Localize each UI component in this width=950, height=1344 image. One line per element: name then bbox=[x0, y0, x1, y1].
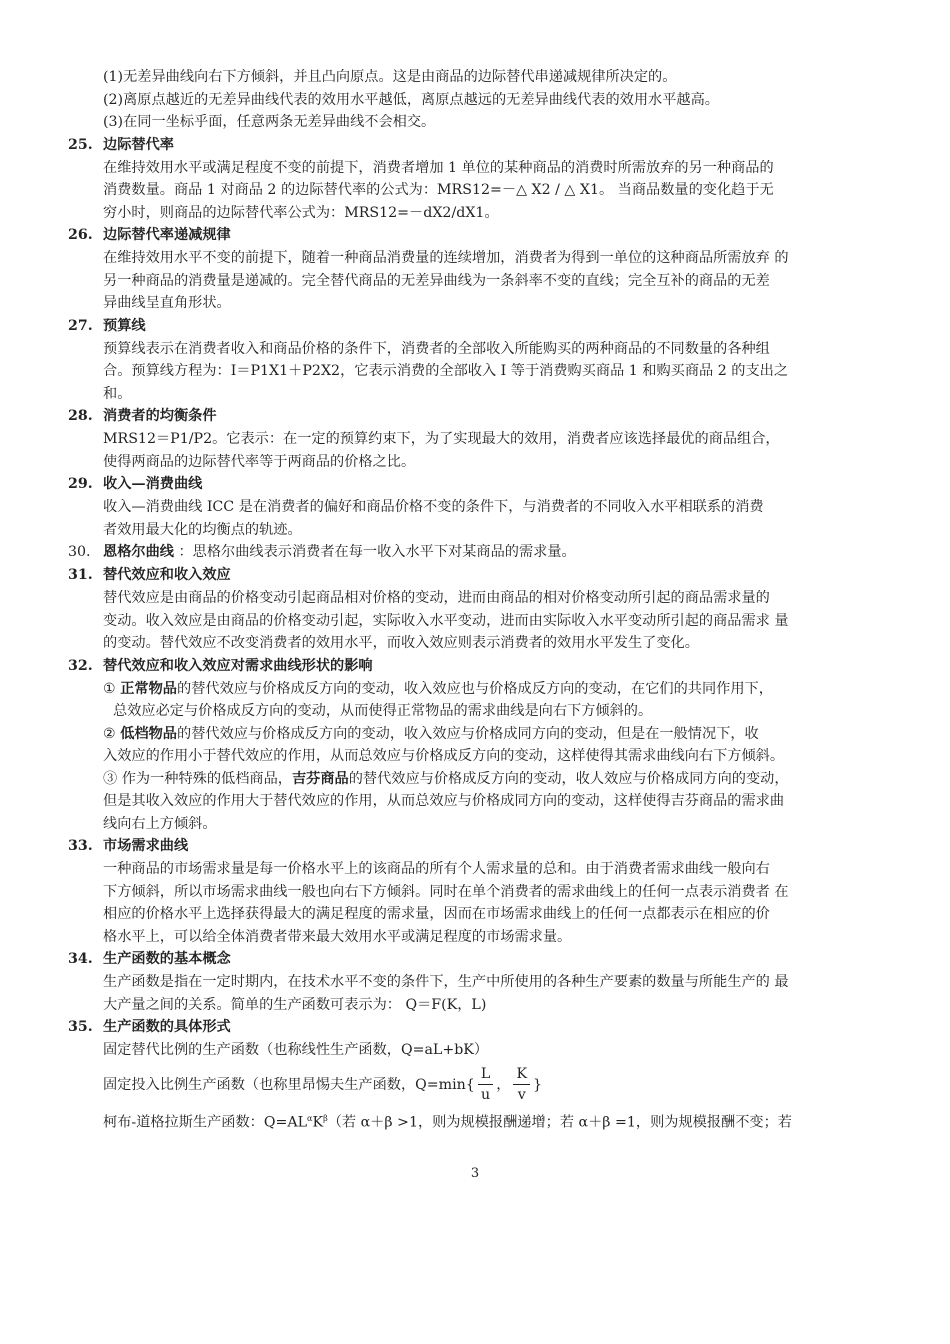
fraction-l-over-u bbox=[478, 1064, 493, 1105]
section-28-line: MRS12＝P1/P2。它表示：在一定的预算约束下，为了实现最大的效用，消费者应该选择最优的商品组合， bbox=[103, 431, 780, 447]
circled-two-marker: ② bbox=[103, 725, 121, 742]
normal-goods-text: 的替代效应与价格成反方向的变动，收入效应也与价格成反方向的变动，在它们的共同作用下， bbox=[177, 680, 773, 697]
section-title: 替代效应和收入效应对需求曲线形状的影响 bbox=[103, 657, 373, 674]
giffen-goods-line-3: 线向右上方倾斜。 bbox=[103, 815, 217, 832]
section-number: 28. bbox=[68, 408, 93, 424]
linear-production-function: 固定替代比例的生产函数（也称线性生产函数，Q=aL+bK） bbox=[103, 1042, 489, 1058]
section-25-line: 穷小时，则商品的边际替代率公式为：MRS12=－dX2/dX1。 bbox=[103, 204, 499, 221]
section-number: 25. bbox=[68, 136, 93, 153]
section-33-heading bbox=[68, 835, 908, 858]
section-title: 生产函数的具体形式 bbox=[103, 1019, 231, 1035]
section-number: 29. bbox=[68, 476, 93, 492]
section-title: 边际替代率递减规律 bbox=[103, 227, 231, 243]
cobb-douglas-suffix: （若 α＋β >1，则为规模报酬递增；若 α＋β =1，则为规模报酬不变；若 bbox=[327, 1114, 792, 1131]
leontief-production-function bbox=[68, 1062, 908, 1108]
section-26-line: 另一种商品的消费量是递减的。完全替代商品的无差异曲线为一条斜率不变的直线；完全互补的商品的无差 bbox=[103, 272, 770, 289]
section-25-heading bbox=[68, 134, 908, 157]
section-number: 30. bbox=[68, 544, 91, 560]
section-25-line: 在维持效用水平或满足程度不变的前提下，消费者增加 1 单位的某种商品的消费时所需放弃的另一种商品的 bbox=[103, 159, 774, 176]
intro-line-2: (2)离原点越近的无差异曲线代表的效用水平越低，离原点越远的无差异曲线代表的效用水平越高。 bbox=[103, 91, 719, 108]
fraction-denominator: u bbox=[480, 1087, 491, 1103]
capital-symbol: K bbox=[312, 1114, 324, 1131]
section-28-heading bbox=[68, 405, 908, 428]
inferior-goods-line-2: 入效应的作用小于替代效应的作用，从而总效应与价格成反方向的变动，这样使得其需求曲线向右下方倾斜。 bbox=[103, 748, 785, 764]
section-title: 预算线 bbox=[103, 317, 146, 334]
section-31-heading bbox=[68, 564, 908, 587]
section-35-heading bbox=[68, 1016, 908, 1039]
section-number: 34. bbox=[68, 951, 93, 967]
fraction-k-over-v bbox=[513, 1064, 530, 1105]
section-title: 恩格尔曲线 bbox=[103, 544, 174, 560]
section-27-line: 和。 bbox=[103, 385, 132, 402]
section-33-line: 格水平上，可以给全体消费者带来最大效用水平或满足程度的市场需求量。 bbox=[103, 928, 572, 945]
section-31-line: 变动。收入效应是由商品的价格变动引起，实际收入水平变动，进而由实际收入水平变动所引起的商品需求 量 bbox=[103, 612, 789, 629]
leontief-suffix: } bbox=[533, 1076, 543, 1093]
cobb-douglas-prefix: 柯布-道格拉斯生产函数：Q=AL bbox=[103, 1114, 308, 1131]
section-26-line: 异曲线呈直角形状。 bbox=[103, 295, 231, 311]
section-29-line: 者效用最大化的均衡点的轨迹。 bbox=[103, 521, 302, 538]
intro-line-3: (3)在同一坐标乎面，任意两条无差异曲线不会相交。 bbox=[103, 114, 436, 130]
alpha-exponent: α bbox=[307, 1113, 313, 1123]
normal-goods-term: 正常物品 bbox=[120, 680, 177, 697]
section-27-line: 合。预算线方程为：I＝P1X1＋P2X2，它表示消费的全部收入 I 等于消费购买商品 1 和购买商品 2 的支出之 bbox=[103, 363, 789, 379]
section-number: 31. bbox=[68, 567, 93, 583]
section-title: 边际替代率 bbox=[103, 136, 174, 153]
document-page bbox=[68, 66, 908, 1134]
circled-one-marker: ① bbox=[103, 680, 121, 697]
section-31-line: 替代效应是由商品的价格变动引起商品相对价格的变动，进而由商品的相对价格变动所引起的商品需求量的 bbox=[103, 590, 770, 606]
giffen-goods-intro: ③ 作为一种特殊的低档商品， bbox=[103, 770, 292, 787]
section-33-line: 一种商品的市场需求量是每一价格水平上的该商品的所有个人需求量的总和。由于消费者需求曲线一般向右 bbox=[103, 861, 770, 877]
separator: ， bbox=[496, 1076, 511, 1093]
inferior-goods-text: 的替代效应与价格成反方向的变动，收入效应与价格成同方向的变动，但是在一般情况下，收 bbox=[177, 725, 759, 742]
giffen-goods-term: 吉芬商品 bbox=[291, 770, 349, 787]
section-30-heading bbox=[68, 541, 908, 564]
fraction-numerator: L bbox=[478, 1064, 493, 1085]
section-number: 27. bbox=[68, 317, 93, 334]
section-28-line: 使得两商品的边际替代率等于两商品的价格之比。 bbox=[103, 453, 416, 470]
normal-goods-line-2: 总效应必定与价格成反方向的变动，从而使得正常物品的需求曲线是向右下方倾斜的。 bbox=[113, 703, 653, 719]
fraction-numerator: K bbox=[513, 1064, 530, 1085]
section-26-line: 在维持效用水平不变的前提下，随着一种商品消费量的连续增加，消费者为得到一单位的这种商品所需放弃 的 bbox=[103, 250, 789, 266]
section-number: 35. bbox=[68, 1019, 93, 1035]
section-33-line: 下方倾斜，所以市场需求曲线一般也向右下方倾斜。同时在单个消费者的需求曲线上的任何一点表示消费者 在 bbox=[103, 883, 789, 900]
section-27-line: 预算线表示在消费者收入和商品价格的条件下，消费者的全部收入所能购买的两种商品的不同数量的各种组 bbox=[103, 340, 770, 357]
section-25-line: 消费数量。商品 1 对商品 2 的边际替代率的公式为：MRS12=－△ X2 / △ X1。 当商品数量的变化趋于无 bbox=[103, 182, 774, 198]
giffen-goods-line-2: 但是其收入效应的作用大于替代效应的作用，从而总效应与价格成同方向的变动，这样使得吉芬商品的需求曲 bbox=[103, 793, 785, 809]
section-27-heading bbox=[68, 315, 908, 338]
section-29-heading bbox=[68, 473, 908, 496]
section-title: 替代效应和收入效应 bbox=[103, 567, 231, 583]
intro-line-1: (1)无差异曲线向右下方倾斜，并且凸向原点。这是由商品的边际替代串递减规律所决定的。 bbox=[103, 69, 677, 85]
section-title: 消费者的均衡条件 bbox=[103, 408, 217, 424]
section-title: 市场需求曲线 bbox=[103, 838, 189, 854]
inferior-goods-term: 低档物品 bbox=[120, 725, 177, 742]
section-number: 32. bbox=[68, 657, 93, 674]
section-title: 收入—消费曲线 bbox=[103, 476, 203, 492]
page-number: 3 bbox=[470, 1166, 480, 1181]
section-34-heading bbox=[68, 948, 908, 971]
section-33-line: 相应的价格水平上选择获得最大的满足程度的需求量，因而在市场需求曲线上的任何一点都表示在相应的价 bbox=[103, 906, 770, 922]
section-34-line: 大产量之间的关系。简单的生产函数可表示为： Q＝F(K，L) bbox=[103, 996, 487, 1013]
section-34-line: 生产函数是指在一定时期内，在技术水平不变的条件下，生产中所使用的各种生产要素的数量与所能生产的 最 bbox=[103, 974, 789, 990]
section-30-text: ：思格尔曲线表示消费者在每一收入水平下对某商品的需求量。 bbox=[173, 544, 576, 560]
normal-goods-line-1 bbox=[68, 678, 908, 701]
section-title: 生产函数的基本概念 bbox=[103, 951, 231, 967]
giffen-goods-text: 的替代效应与价格成反方向的变动，收人效应与价格成同方向的变动， bbox=[348, 770, 789, 787]
giffen-goods-line-1 bbox=[68, 768, 908, 791]
section-number: 33. bbox=[68, 838, 93, 854]
fraction-denominator: v bbox=[517, 1087, 526, 1103]
section-29-line: 收入—消费曲线 ICC 是在消费者的偏好和商品价格不变的条件下，与消费者的不同收入水平相联系的消费 bbox=[103, 499, 764, 515]
section-26-heading bbox=[68, 224, 908, 247]
cobb-douglas-production-function bbox=[68, 1108, 908, 1134]
beta-exponent: β bbox=[323, 1113, 328, 1123]
section-number: 26. bbox=[68, 227, 93, 243]
section-32-heading bbox=[68, 655, 908, 678]
leontief-prefix: 固定投入比例生产函数（也称里昂惕夫生产函数，Q=min{ bbox=[103, 1076, 475, 1093]
section-31-line: 的变动。替代效应不改变消费者的效用水平，而收入效应则表示消费者的效用水平发生了变化。 bbox=[103, 635, 699, 651]
inferior-goods-line-1 bbox=[68, 723, 908, 746]
